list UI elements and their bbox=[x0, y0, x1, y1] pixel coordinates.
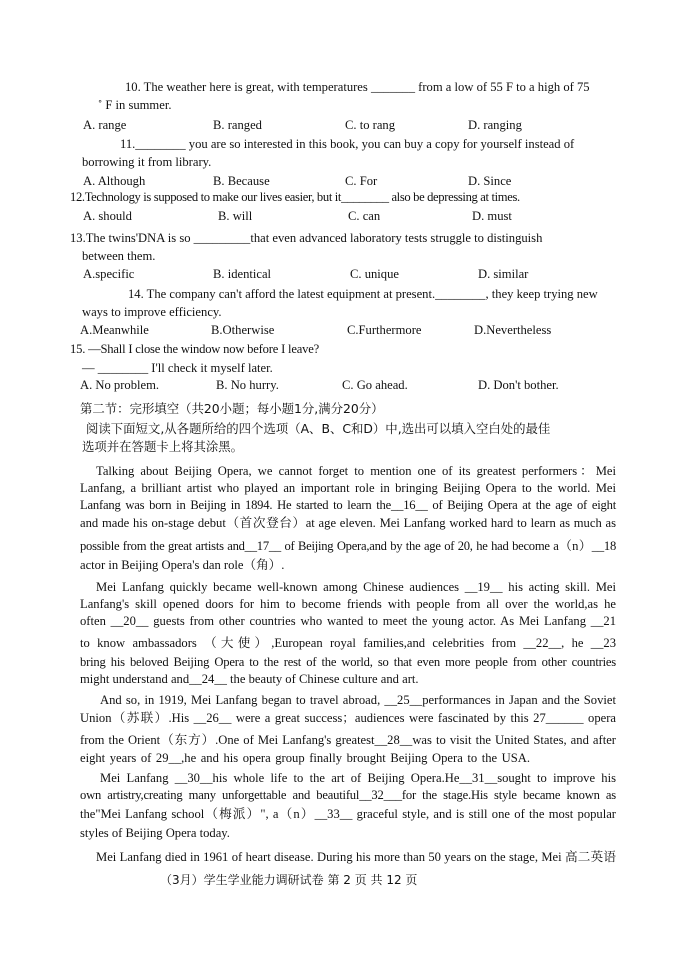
passage-line-4: and made his on-stage debut（首次登台）at age eleven. Mei Lanfang worked hard to learn as much as bbox=[80, 516, 616, 530]
passage-line-19: the"Mei Lanfang school（梅派）", a（n）__33__ graceful style, and is still one of the most popular bbox=[80, 807, 616, 821]
passage-line-17: Mei Lanfang __30__his whole life to the art of Beijing Opera.He__31__sought to improve his bbox=[100, 771, 616, 785]
passage-line-2: Lanfang, a brilliant artist who played an important role in bringing Beijing Opera to the world. Mei bbox=[80, 481, 616, 495]
passage-line-12: might understand and__24__ the beauty of Chinese culture and art. bbox=[80, 672, 419, 686]
passage-line-3: Lanfang was born in Beijing in 1894. He started to learn the__16__ of Beijing Opera at the age of eight bbox=[80, 498, 616, 512]
section-instruction-line-2: 选项并在答题卡上将其涂黑。 bbox=[82, 439, 244, 454]
question-13-line-1: 13.The twins'DNA is so _________that even advanced laboratory tests struggle to distinguish bbox=[70, 231, 543, 245]
question-11-option-d: D. Since bbox=[468, 174, 512, 188]
question-11-option-a: A. Although bbox=[83, 174, 146, 188]
question-10-option-d: D. ranging bbox=[468, 118, 522, 132]
passage-line-21: Mei Lanfang died in 1961 of heart disease. During his more than 50 years on the stage, Mei 高二英语 bbox=[96, 850, 616, 864]
question-15-option-a: A. No problem. bbox=[80, 378, 160, 392]
question-14-line-2: ways to improve efficiency. bbox=[82, 305, 222, 319]
passage-line-20: styles of Beijing Opera today. bbox=[80, 826, 230, 840]
question-14-option-b: B.Otherwise bbox=[211, 323, 275, 337]
passage-line-18: own artistry,creating many unforgettable and beautiful__32___for the stage.His style became known as bbox=[80, 788, 616, 802]
question-12-line-1: 12.Technology is supposed to make our lives easier, but it________ also be depressing at times. bbox=[70, 190, 520, 204]
section-instruction-line-1: 阅读下面短文,从各题所给的四个选项（A、B、C和D）中,选出可以填入空白处的最佳 bbox=[86, 421, 551, 436]
question-12-option-a: A. should bbox=[83, 209, 132, 223]
question-10-option-c: C. to rang bbox=[345, 118, 396, 132]
passage-line-5: possible from the great artists and__17__ of Beijing Opera,and by the age of 20, he had become a（n）__18 bbox=[80, 539, 616, 553]
passage-line-11: bring his beloved Beijing Opera to the rest of the world, so that even more people from other countries bbox=[80, 655, 616, 669]
question-12-option-d: D. must bbox=[472, 209, 512, 223]
question-13-option-c: C. unique bbox=[350, 267, 399, 281]
question-11-line-1: 11.________ you are so interested in this book, you can buy a copy for yourself instead of bbox=[120, 137, 575, 151]
question-14-option-c: C.Furthermore bbox=[347, 323, 422, 337]
question-15-line-2: — ________ I'll check it myself later. bbox=[82, 361, 273, 375]
question-13-option-d: D. similar bbox=[478, 267, 529, 281]
passage-line-13: And so, in 1919, Mei Lanfang began to travel abroad, __25__performances in Japan and the Soviet bbox=[100, 693, 616, 707]
question-10-line-2: ˚ F in summer. bbox=[98, 98, 172, 112]
passage-line-1: Talking about Beijing Opera, we cannot forget to mention one of its greatest performers：Mei bbox=[96, 464, 616, 478]
question-12-option-b: B. will bbox=[218, 209, 253, 223]
question-10-line-1: 10. The weather here is great, with temperatures _______ from a low of 55 F to a high of 75 bbox=[125, 80, 590, 94]
question-13-option-b: B. identical bbox=[213, 267, 272, 281]
question-11-line-2: borrowing it from library. bbox=[82, 155, 212, 169]
question-11-option-b: B. Because bbox=[213, 174, 270, 188]
passage-line-15: from the Orient（东方）.One of Mei Lanfang's greatest__28__was to visit the United States, and after bbox=[80, 733, 616, 747]
passage-line-9: often __20__ guests from other countries who wanted to meet the young actor. As Mei Lanfang __21 bbox=[80, 614, 616, 628]
question-10-option-b: B. ranged bbox=[213, 118, 262, 132]
question-14-option-d: D.Nevertheless bbox=[474, 323, 552, 337]
question-15-option-d: D. Don't bother. bbox=[478, 378, 559, 392]
question-12-option-c: C. can bbox=[348, 209, 381, 223]
question-10-option-a: A. range bbox=[83, 118, 127, 132]
question-13-line-2: between them. bbox=[82, 249, 156, 263]
question-15-option-c: C. Go ahead. bbox=[342, 378, 408, 392]
question-15-line-1: 15. —Shall I close the window now before I leave? bbox=[70, 342, 319, 356]
passage-line-10: to know ambassadors （大使）,European royal families,and celebrities from __22__, he __23 bbox=[80, 636, 616, 650]
passage-line-7: Mei Lanfang quickly became well-known among Chinese audiences __19__ his acting skill. Mei bbox=[96, 580, 616, 594]
question-13-option-a: A.specific bbox=[83, 267, 135, 281]
passage-line-8: Lanfang's skill opened doors for him to become friends with people from all over the world,as he bbox=[80, 597, 616, 611]
page-footer: （3月）学生学业能力调研试卷 第 2 页 共 12 页 bbox=[160, 873, 418, 887]
question-15-option-b: B. No hurry. bbox=[216, 378, 279, 392]
passage-line-16: eight years of 29__,he and his opera group finally brought Beijing Opera to the USA. bbox=[80, 751, 530, 765]
section-title: 第二节：完形填空（共20小题；每小题1分,满分20分） bbox=[80, 401, 384, 416]
passage-line-14: Union（苏联）.His __26__ were a great success；audiences were fascinated by this 27______ opera bbox=[80, 711, 616, 725]
question-11-option-c: C. For bbox=[345, 174, 378, 188]
passage-line-6: actor in Beijing Opera's dan role（角）. bbox=[80, 558, 285, 572]
question-14-option-a: A.Meanwhile bbox=[80, 323, 149, 337]
question-14-line-1: 14. The company can't afford the latest equipment at present.________, they keep trying new bbox=[128, 287, 598, 301]
